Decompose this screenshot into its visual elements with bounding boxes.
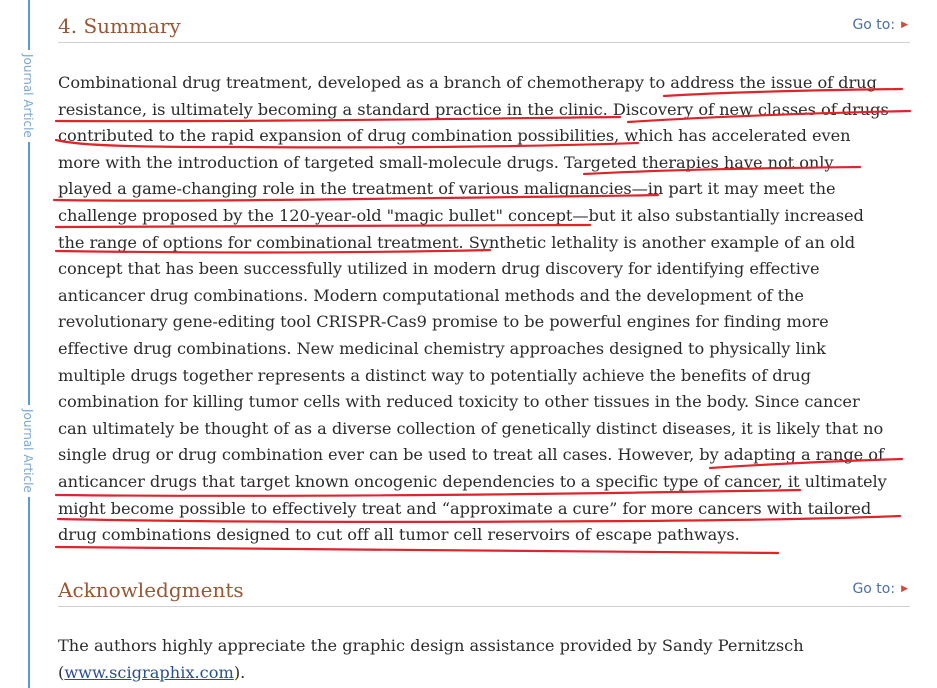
- section-title-acknowledgments: Acknowledgments: [58, 578, 244, 602]
- paragraph-line: concept that has been successfully utilized in modern drug discovery for identifying effective: [58, 259, 820, 279]
- paragraph-line: more with the introduction of targeted small-molecule drugs. Targeted therapies have not only: [58, 152, 834, 172]
- ack-line: [58, 660, 918, 687]
- paragraph-line: might become possible to effectively treat and “approximate a cure” for more cancers with tailored: [58, 498, 872, 518]
- triangle-right-icon: ▶: [901, 20, 908, 30]
- paragraph-line: revolutionary gene-editing tool CRISPR-Cas9 promise to be powerful engines for finding more: [58, 312, 829, 332]
- acknowledgments-paragraph: [58, 633, 918, 686]
- acknowledgments-header: [58, 576, 910, 607]
- paragraph-line: challenge proposed by the 120-year-old "magic bullet" concept—but it also substantially increased: [58, 205, 864, 225]
- paragraph-line: multiple drugs together represents a distinct way to potentially achieve the benefits of drug: [58, 365, 811, 385]
- paragraph-line: anticancer drugs that target known oncogenic dependencies to a specific type of cancer, it ultimately: [58, 471, 887, 491]
- goto-label: Go to:: [852, 581, 896, 597]
- scigraphix-link[interactable]: www.scigraphix.com: [64, 662, 234, 682]
- ack-line: The authors highly appreciate the graphic design assistance provided by Sandy Pernitzsch: [58, 636, 804, 655]
- rail-label-journal-article[interactable]: Journal Article: [21, 405, 35, 497]
- summary-header: [58, 12, 910, 43]
- rail-label-journal-article[interactable]: Journal Article: [21, 50, 35, 142]
- section-title-summary: 4. Summary: [58, 14, 181, 38]
- summary-paragraph: [58, 70, 918, 549]
- paragraph-line: anticancer drug combinations. Modern computational methods and the development of the: [58, 285, 804, 305]
- paragraph-line: Combinational drug treatment, developed as a branch of chemotherapy to address the issue of drug: [58, 73, 877, 92]
- paragraph-line: resistance, is ultimately becoming a standard practice in the clinic. Discovery of new classes of drugs: [58, 99, 889, 119]
- triangle-right-icon: ▶: [901, 584, 908, 594]
- goto-link[interactable]: [852, 579, 908, 599]
- paragraph-line: single drug or drug combination ever can be used to treat all cases. However, by adapting a range of: [58, 445, 884, 465]
- paragraph-line: combination for killing tumor cells with reduced toxicity to other tissues in the body. Since cancer: [58, 392, 860, 412]
- paragraph-line: effective drug combinations. New medicinal chemistry approaches designed to physically link: [58, 338, 826, 358]
- paren-close: ).: [233, 662, 246, 682]
- paragraph-line: played a game-changing role in the treatment of various malignancies—in part it may meet the: [58, 179, 836, 199]
- paragraph-line: contributed to the rapid expansion of drug combination possibilities, which has accelerated even: [58, 126, 851, 146]
- goto-link[interactable]: [852, 15, 908, 35]
- goto-label: Go to:: [852, 17, 896, 33]
- paragraph-line: drug combinations designed to cut off all tumor cell reservoirs of escape pathways.: [58, 525, 740, 545]
- paragraph-line: the range of options for combinational treatment. Synthetic lethality is another example of an old: [58, 232, 856, 252]
- paren-open: (: [58, 662, 65, 682]
- paragraph-line: can ultimately be thought of as a diverse collection of genetically distinct diseases, it is likely that no: [58, 418, 884, 438]
